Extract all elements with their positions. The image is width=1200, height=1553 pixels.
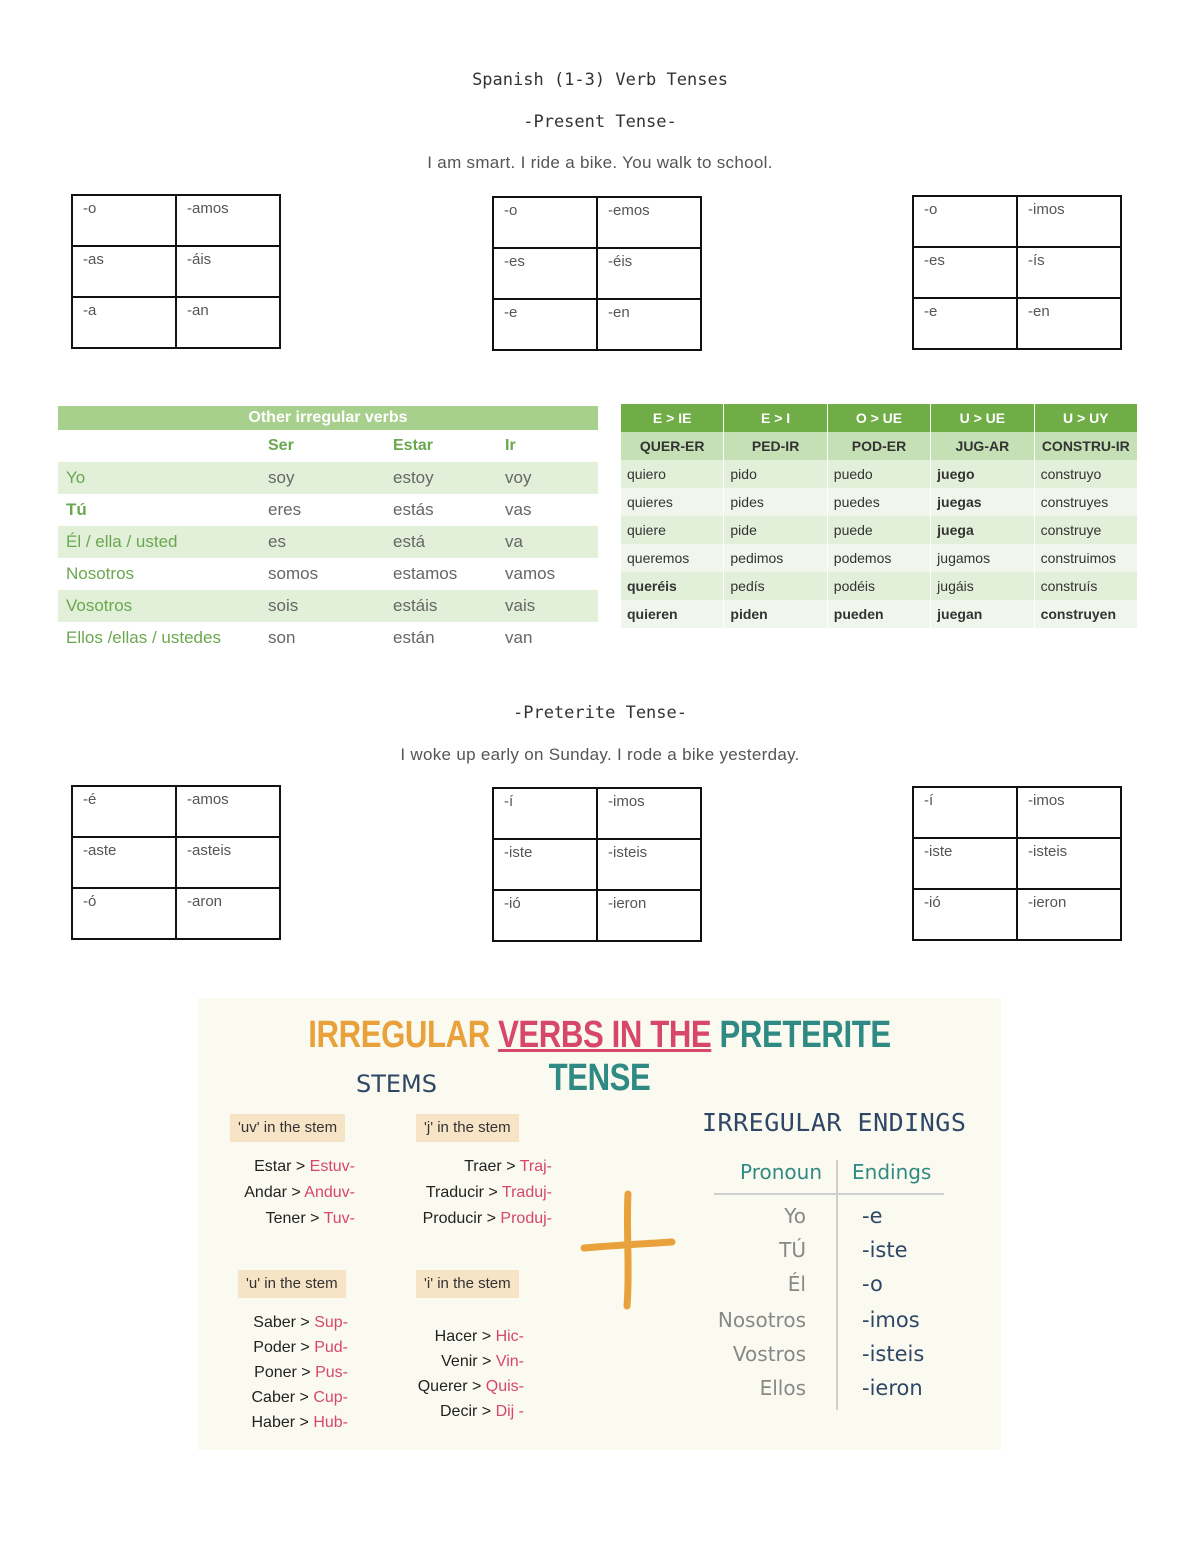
estar-cell: están [393,628,435,647]
ending-cell: -isteis [597,839,701,890]
stem-group-list [218,1154,355,1232]
present-er-endings-table [492,196,702,351]
conjugation-cell: jugáis [931,572,1034,600]
ending-cell: -ís [1017,247,1121,298]
table-row [58,590,598,622]
list-item: Poner > Pus- [254,1364,348,1381]
stem-verb: JUG-AR [931,432,1034,460]
estar-cell: estoy [393,468,434,487]
ending-cell: -emos [597,197,701,248]
ending-cell: -ieron [597,890,701,941]
preterite-tense-heading: -Preterite Tense- [513,703,687,723]
ending-cell: -amos [176,786,280,837]
endings-header-rule [714,1193,944,1195]
stem-verb-row [621,432,1138,460]
ending-cell: -ieron [862,1376,923,1400]
list-item: Saber > Sup- [253,1314,348,1331]
ser-cell: sois [268,596,299,615]
list-item: Querer > Quis- [417,1378,524,1395]
ending-cell: -éis [597,248,701,299]
infographic-title-part: IRREGULAR [308,1014,490,1056]
pronoun-cell: Vostros [732,1342,806,1366]
table-row [621,516,1138,544]
ending-cell: -asteis [176,837,280,888]
list-item: Caber > Cup- [251,1389,348,1406]
ending-cell: -í [493,788,597,839]
ending-cell: -áis [176,246,280,297]
table-row [58,558,598,590]
irregular-preterite-infographic [198,998,1001,1450]
column-header-ser: Ser [268,437,294,454]
ending-cell: -imos [862,1308,920,1332]
pronoun-cell: Él [787,1272,806,1296]
endings-header: Endings [852,1160,932,1184]
ending-cell: -e [862,1204,883,1228]
conjugation-cell: puedo [828,460,931,488]
ending-cell: -e [493,299,597,350]
stem-verb: CONSTRU-IR [1035,432,1138,460]
ser-cell: es [268,532,286,551]
stems-label: STEMS [356,1070,437,1098]
list-item: Haber > Hub- [251,1414,348,1431]
infographic-title-part: PRETERITE TENSE [548,1014,891,1099]
conjugation-cell: pido [724,460,827,488]
list-item: Traducir > Traduj- [425,1184,552,1201]
stem-group-list [378,1154,552,1232]
infographic-title-part: VERBS IN THE [498,1014,712,1056]
table-row [621,460,1138,488]
conjugation-cell: queremos [621,544,724,572]
conjugation-cell: construimos [1035,544,1138,572]
ending-cell: -en [597,299,701,350]
ending-cell: -aste [72,837,176,888]
preterite-ir-endings-table [912,786,1122,941]
conjugation-cell: pide [724,516,827,544]
pronoun-cell: TÚ [779,1238,806,1262]
conjugation-cell: quieres [621,488,724,516]
plus-icon [580,1190,676,1310]
pronoun-cell: Yo [66,468,86,487]
ending-cell: -as [72,246,176,297]
ending-cell: -imos [1017,787,1121,838]
stem-changing-verbs-table [621,404,1138,628]
conjugation-cell: juega [931,516,1034,544]
table-row [58,462,598,494]
pronoun-cell: Vosotros [66,596,133,615]
ending-cell: -iste [862,1238,908,1262]
pronoun-cell: Nosotros [717,1308,806,1332]
table-row [58,622,598,654]
list-item: Tener > Tuv- [265,1210,355,1227]
conjugation-cell: juegas [931,488,1034,516]
list-item: Poder > Pud- [253,1339,348,1356]
conjugation-cell: podemos [828,544,931,572]
ending-cell: -an [176,297,280,348]
ending-cell: -ió [913,889,1017,940]
estar-cell: estamos [393,564,458,583]
conjugation-cell: construyes [1035,488,1138,516]
conjugation-cell: pueden [828,600,931,628]
pronoun-cell: Yo [784,1204,806,1228]
stem-verb: QUER-ER [621,432,724,460]
stem-change-header-row [621,404,1138,432]
pronoun-cell: Él / ella / usted [66,532,178,551]
conjugation-cell: pides [724,488,827,516]
list-item: Traer > Traj- [464,1158,552,1175]
ending-cell: -isteis [862,1342,925,1366]
table-row [621,544,1138,572]
stem-change-header: O > UE [828,404,931,432]
irregular-verbs-header-row [58,430,598,462]
table-row [621,600,1138,628]
irregular-verbs-title: Other irregular verbs [58,406,598,430]
pronoun-cell: Ellos /ellas / ustedes [66,628,221,647]
stem-group-tag: 'i' in the stem [416,1270,519,1298]
list-item: Andar > Anduv- [244,1184,355,1201]
list-item: Estar > Estuv- [254,1158,355,1175]
conjugation-cell: jugamos [931,544,1034,572]
ending-cell: -í [913,787,1017,838]
ending-cell: -é [72,786,176,837]
conjugation-cell: pedimos [724,544,827,572]
ir-cell: vas [505,500,532,519]
conjugation-cell: puedes [828,488,931,516]
conjugation-cell: podéis [828,572,931,600]
conjugation-cell: juegan [931,600,1034,628]
list-item: Producir > Produj- [422,1210,552,1227]
present-tense-example: I am smart. I ride a bike. You walk to school. [427,153,773,172]
conjugation-cell: construye [1035,516,1138,544]
conjugation-cell: juego [931,460,1034,488]
list-item: Decir > Dij - [439,1403,524,1420]
ending-cell: -amos [176,195,280,246]
stem-change-header: U > UY [1035,404,1138,432]
ir-cell: van [505,628,533,647]
conjugation-cell: quieren [621,600,724,628]
preterite-tense-example: I woke up early on Sunday. I rode a bike yesterday. [400,745,800,764]
pronoun-cell: Ellos [759,1376,806,1400]
table-row [58,526,598,558]
column-header-ir: Ir [505,437,516,454]
ending-cell: -iste [913,838,1017,889]
ending-cell: -es [493,248,597,299]
conjugation-cell: construyo [1035,460,1138,488]
conjugation-cell: piden [724,600,827,628]
stem-verb: PED-IR [724,432,827,460]
ir-cell: voy [505,468,532,487]
stem-group-tag: 'u' in the stem [238,1270,346,1298]
present-ir-endings-table [912,195,1122,350]
irregular-verbs-table [58,406,598,654]
stem-change-header: E > I [724,404,827,432]
ending-cell: -o [862,1272,883,1296]
ending-cell: -o [913,196,1017,247]
conjugation-cell: construyen [1035,600,1138,628]
conjugation-cell: pedís [724,572,827,600]
ending-cell: -ieron [1017,889,1121,940]
ending-cell: -o [493,197,597,248]
conjugation-cell: quiero [621,460,724,488]
present-tense-heading: -Present Tense- [523,112,677,132]
endings-divider [836,1160,838,1410]
ending-cell: -e [913,298,1017,349]
conjugation-cell: quiere [621,516,724,544]
stem-change-header: U > UE [931,404,1034,432]
ending-cell: -iste [493,839,597,890]
pronoun-cell: Tú [66,500,87,519]
ending-cell: -isteis [1017,838,1121,889]
ending-cell: -en [1017,298,1121,349]
stem-group-list [218,1310,348,1435]
stem-group-tag: 'j' in the stem [416,1114,519,1142]
ir-cell: va [505,532,523,551]
document-title: Spanish (1-3) Verb Tenses [472,70,728,90]
table-row [621,488,1138,516]
present-ar-endings-table [71,194,281,349]
estar-cell: está [393,532,426,551]
ending-cell: -ió [493,890,597,941]
stem-group-tag: 'uv' in the stem [230,1114,345,1142]
ending-cell: -es [913,247,1017,298]
table-row [621,572,1138,600]
stem-change-header: E > IE [621,404,724,432]
preterite-er-endings-table [492,787,702,942]
conjugation-cell: puede [828,516,931,544]
ser-cell: somos [268,564,319,583]
ending-cell: -ó [72,888,176,939]
ser-cell: eres [268,500,302,519]
ending-cell: -o [72,195,176,246]
preterite-ar-endings-table [71,785,281,940]
stem-group-list [398,1324,524,1424]
ser-cell: soy [268,468,295,487]
list-item: Venir > Vin- [441,1353,524,1370]
pronoun-header: Pronoun [740,1160,822,1184]
ending-cell: -imos [597,788,701,839]
ending-cell: -imos [1017,196,1121,247]
estar-cell: estás [393,500,434,519]
ir-cell: vais [505,596,536,615]
conjugation-cell: construís [1035,572,1138,600]
conjugation-cell: queréis [621,572,724,600]
table-row [58,494,598,526]
pronoun-cell: Nosotros [66,564,135,583]
ending-cell: -a [72,297,176,348]
estar-cell: estáis [393,596,438,615]
column-header-estar: Estar [393,437,434,454]
ending-cell: -aron [176,888,280,939]
ir-cell: vamos [505,564,556,583]
stem-verb: POD-ER [828,432,931,460]
list-item: Hacer > Hic- [434,1328,524,1345]
irregular-endings-title: IRREGULAR ENDINGS [702,1108,967,1137]
ser-cell: son [268,628,296,647]
